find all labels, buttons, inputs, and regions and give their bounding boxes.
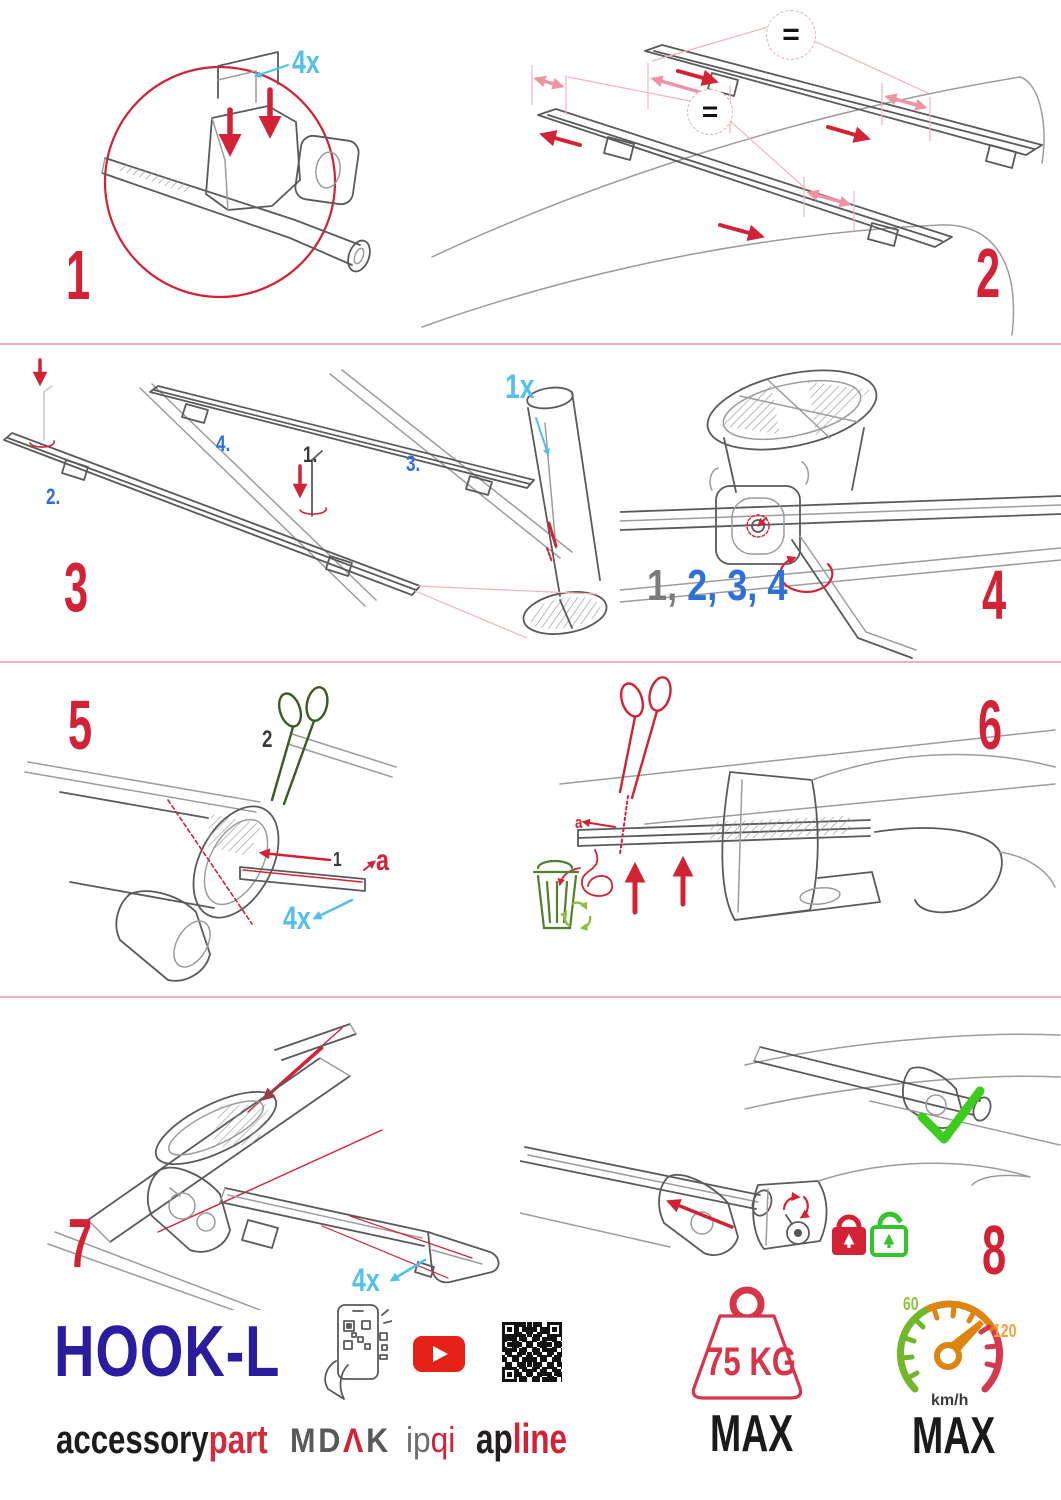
logo-mdak [290, 1424, 391, 1458]
ipqi-gray: ip [406, 1419, 431, 1460]
sequence-remaining: 2, 3, 4 [687, 561, 788, 610]
step-5-scissors-label: 2 [262, 726, 273, 753]
mdak-red: Λ [343, 1422, 367, 1460]
step-3-part-label-4: 4. [216, 431, 231, 456]
equals-sign: = [782, 18, 800, 51]
step-5-a-label: a [376, 844, 390, 877]
step-7-illustration [20, 1010, 540, 1310]
step-4-number: 4 [982, 556, 1005, 634]
step-7 [20, 1010, 540, 1310]
step-7-quantity-label: 4x [352, 1262, 380, 1298]
brand-logo [56, 1420, 268, 1460]
step-4-sequence [647, 561, 788, 610]
ipqi-red: qi [430, 1419, 456, 1460]
apline-red: line [512, 1415, 568, 1462]
step-3-part-label-1: 1. [303, 442, 318, 467]
step-5 [0, 672, 520, 996]
step-3-part-label-2: 2. [46, 484, 61, 509]
product-name: HOOK-L [54, 1312, 281, 1392]
speed-max-label: MAX [912, 1407, 996, 1465]
step-1-number: 1 [66, 236, 89, 314]
phone-qr-scan-icon [322, 1303, 392, 1403]
qr-code [502, 1322, 562, 1382]
recycle-icon [565, 903, 591, 928]
step-8-illustration [520, 1005, 1061, 1305]
step-2-number: 2 [976, 234, 999, 312]
max-weight-label: MAX [710, 1405, 794, 1463]
step-8-number: 8 [982, 1211, 1005, 1289]
step-1-quantity-label: 4x [292, 44, 320, 80]
scissors-icon [617, 675, 674, 798]
step-2 [420, 5, 1061, 337]
equals-sign: = [701, 96, 719, 127]
mdak-gray-1: MD [290, 1422, 344, 1460]
mdak-gray-2: K [366, 1422, 391, 1460]
scissors-icon [272, 685, 330, 804]
brand-logo-black: accessory [56, 1418, 209, 1462]
equal-spacing-badge [766, 10, 816, 60]
section-divider [0, 996, 1061, 998]
max-weight-value: 75 KG [706, 1340, 797, 1384]
brand-logo-red: part [208, 1418, 268, 1462]
lock-closed-icon [832, 1217, 866, 1255]
section-divider [0, 343, 1061, 345]
step-5-number: 5 [68, 686, 91, 764]
logo-ipqi [406, 1419, 456, 1460]
step-1 [60, 10, 410, 335]
step-8 [520, 1005, 1061, 1305]
step-4 [620, 350, 1061, 660]
speed-high-label: 120 [993, 1321, 1017, 1341]
equal-spacing-badge [687, 89, 733, 135]
step-5-quantity-label: 4x [283, 900, 311, 936]
step-7-number: 7 [68, 1204, 91, 1282]
key-icon [786, 1215, 809, 1244]
step-6-a-label: a [575, 813, 583, 832]
speed-low-label: 60 [903, 1294, 919, 1314]
step-3-number: 3 [64, 548, 87, 626]
apline-black: ap [476, 1415, 513, 1462]
step-6 [520, 672, 1061, 996]
step-3-part-label-3: 3. [406, 451, 421, 476]
section-divider [0, 661, 1061, 663]
step-3 [0, 348, 620, 660]
lock-open-icon [872, 1214, 906, 1255]
step-2-illustration [420, 5, 1061, 337]
sequence-done: 1, [647, 561, 678, 610]
step-1-illustration [60, 10, 410, 335]
step-3-quantity-label: 1x [505, 368, 535, 406]
step-5-strip-label: 1 [333, 849, 342, 871]
trash-bin-icon [534, 861, 578, 928]
youtube-icon [413, 1336, 465, 1372]
logo-apline [476, 1415, 568, 1462]
speed-unit-label: km/h [931, 1392, 969, 1409]
step-6-number: 6 [978, 686, 1001, 764]
